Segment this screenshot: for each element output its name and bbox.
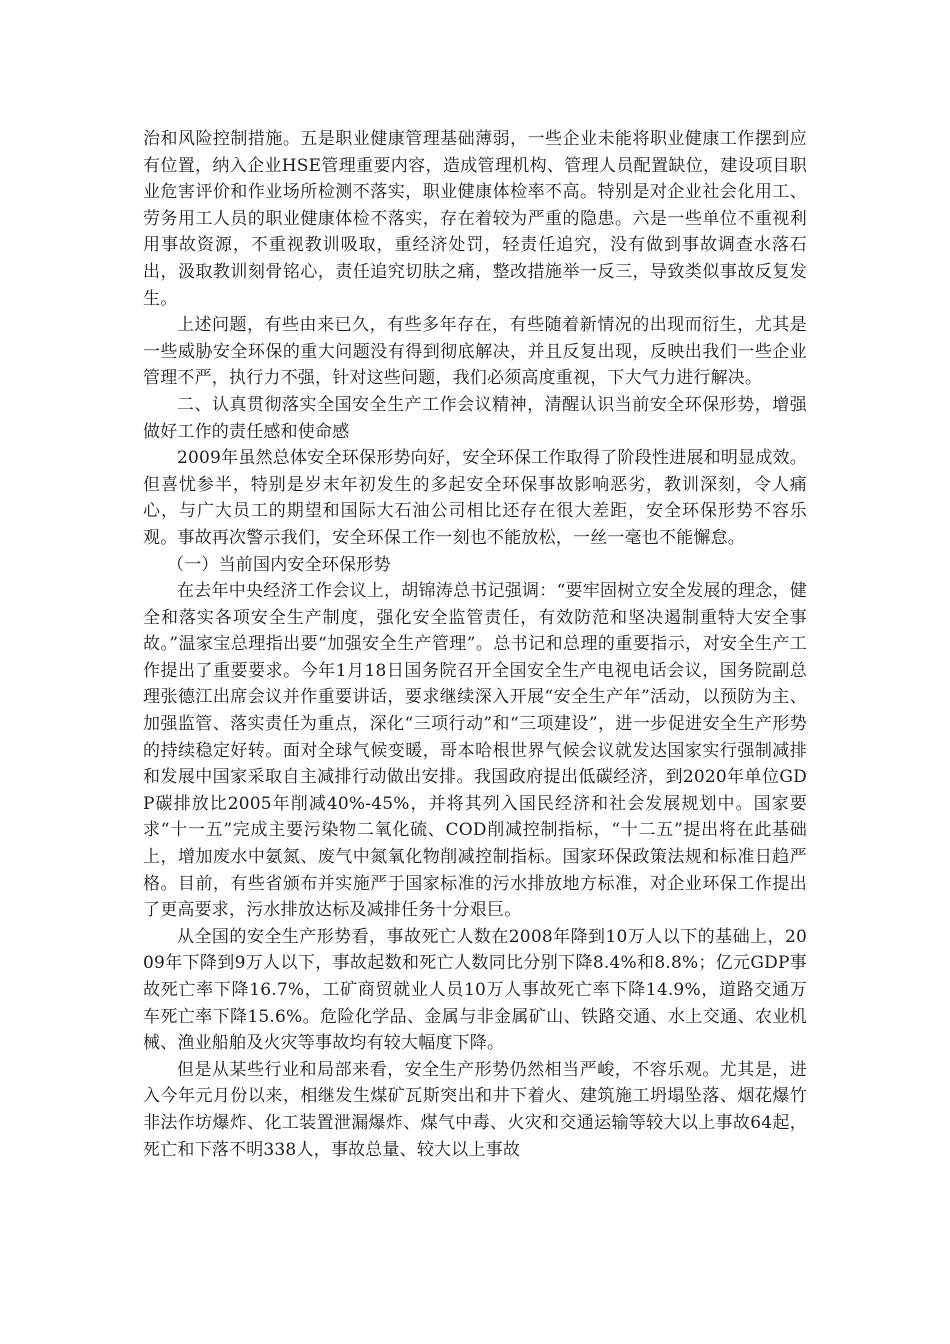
paragraph-national-statistics: 从全国的安全生产形势看，事故死亡人数在2008年降到10万人以下的基础上，2009年下降到9万人以下，事故起数和死亡人数同比分别下降8.4%和8.8%；亿元GDP事故死亡率下降16.7%，工矿商贸就业人员10万人事故死亡率下降14.9%，道路交通万车死亡率下降15.6%。危险化学品、金属与非金属矿山、铁路交通、水上交通、农业机械、渔业船舶及火灾等事故均有较大幅度下降。 (143, 926, 807, 1054)
paragraph-health-management: 治和风险控制措施。五是职业健康管理基础薄弱，一些企业未能将职业健康工作摆到应有位置，纳入企业HSE管理重要内容，造成管理机构、管理人员配置缺位，建设项目职业危害评价和作业场所检测不落实，职业健康体检率不高。特别是对企业社会化用工、劳务用工人员的职业健康体检不落实，存在着较为严重的隐患。六是一些单位不重视利用事故资源，不重视教训吸取，重经济处罚，轻责任追究，没有做到事故调查水落石出，汲取教训刻骨铭心，责任追究切肤之痛，整改措施举一反三，导致类似事故反复发生。 (143, 129, 807, 309)
body-text (143, 126, 807, 1163)
paragraph-central-meeting: 在去年中央经济工作会议上，胡锦涛总书记强调：“要牢固树立安全发展的理念，健全和落实各项安全生产制度，强化安全监管责任，有效防范和坚决遏制重特大安全事故。”温家宝总理指出要“加强安全生产管理”。总书记和总理的重要指示，对安全生产工作提出了重要要求。今年1月18日国务院召开全国安全生产电视电话会议，国务院副总理张德江出席会议并作重要讲话，要求继续深入开展“安全生产年”活动，以预防为主、加强监管、落实责任为重点，深化“三项行动”和“三项建设”，进一步促进安全生产形势的持续稳定好转。面对全球气候变暖，哥本哈根世界气候会议就发达国家实行强制减排和发展中国家采取自主减排行动做出安排。我国政府提出低碳经济，到2020年单位GDP碳排放比2005年削减40%-45%，并将其列入国民经济和社会发展规划中。国家要求“十一五”完成主要污染物二氧化硫、COD削减控制指标，“十二五”提出将在此基础上，增加废水中氨氮、废气中氮氧化物削减控制指标。国家环保政策法规和标准日趋严格。目前，有些省颁布并实施严于国家标准的污水排放地方标准，对企业环保工作提出了更高要求，污水排放达标及减排任务十分艰巨。 (143, 581, 807, 921)
subsection-heading-one: （一）当前国内安全环保形势 (167, 554, 391, 575)
section-heading-two: 二、认真贯彻落实全国安全生产工作会议精神，清醒认识当前安全环保形势，增强做好工作的责任感和使命感 (143, 394, 807, 442)
paragraph-severe-situation: 但是从某些行业和局部来看，安全生产形势仍然相当严峻，不容乐观。尤其是，进入今年元月份以来，相继发生煤矿瓦斯突出和井下着火、建筑施工坍塌坠落、烟花爆竹非法作坊爆炸、化工装置泄漏爆炸、煤气中毒、火灾和交通运输等较大以上事故64起，死亡和下落不明338人，事故总量、较大以上事故 (143, 1059, 807, 1160)
paragraph-2009-situation: 2009年虽然总体安全环保形势向好，安全环保工作取得了阶段性进展和明显成效。但喜忧参半，特别是岁末年初发生的多起安全环保事故影响恶劣，教训深刻，令人痛心，与广大员工的期望和国际大石油公司相比还存在很大差距，安全环保形势不容乐观。事故再次警示我们，安全环保工作一刻也不能放松，一丝一毫也不能懈怠。 (143, 448, 807, 548)
paragraph-problems-summary: 上述问题，有些由来已久，有些多年存在，有些随着新情况的出现而衍生，尤其是一些威胁安全环保的重大问题没有得到彻底解决，并且反复出现，反映出我们一些企业管理不严，执行力不强，针对这些问题，我们必须高度重视，下大气力进行解决。 (143, 315, 807, 389)
